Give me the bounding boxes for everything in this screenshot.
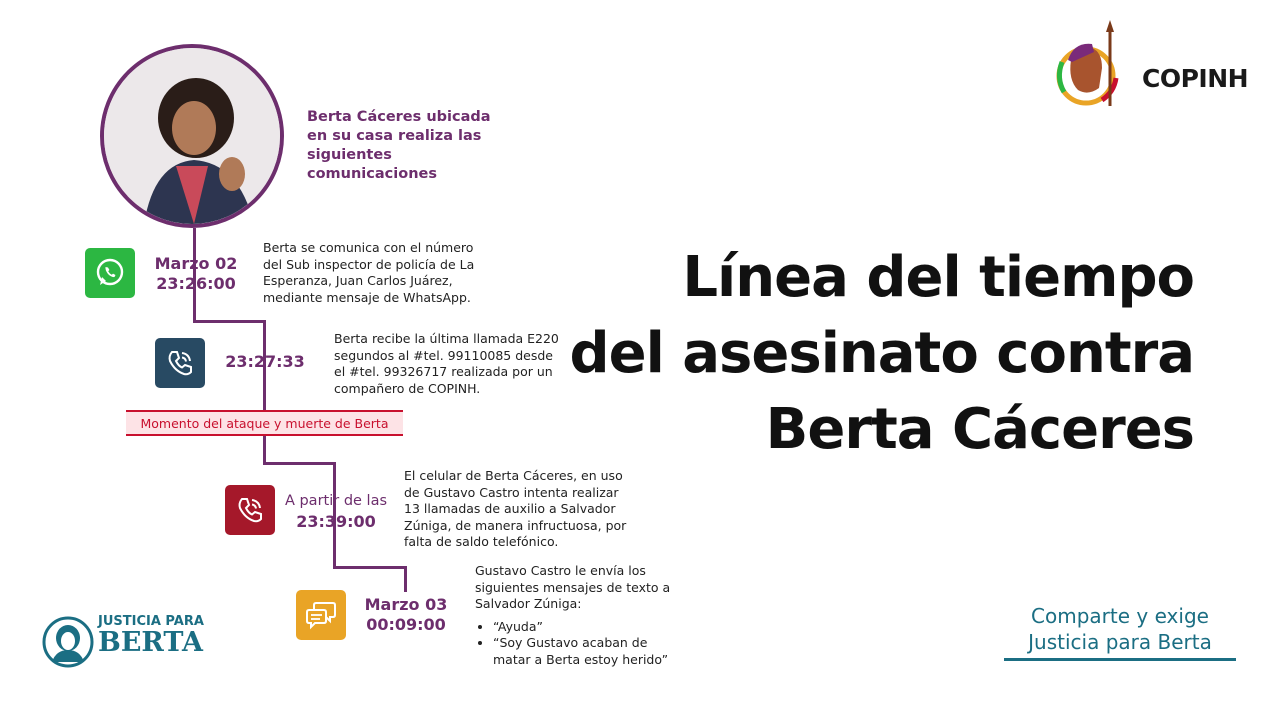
title-line: Línea del tiempo (682, 245, 1194, 310)
timeline-connector (263, 436, 266, 464)
message-list (475, 619, 675, 669)
event-1-time: 23:26:00 (156, 274, 236, 293)
event-4-date: Marzo 03 (364, 595, 448, 614)
event-3-prefix: A partir de las (284, 493, 388, 509)
title-line: Berta Cáceres (765, 397, 1194, 462)
justicia-logo-emblem (42, 616, 94, 668)
intro-text: Berta Cáceres ubicada en su casa realiza las siguientes comunicaciones (307, 109, 491, 182)
justicia-logo-small-text: JUSTICIA PARA (98, 614, 204, 629)
event-2-time: 23:27:33 (225, 352, 305, 371)
title-line: del asesinato contra (569, 321, 1194, 386)
event-3-time: 23:39:00 (296, 512, 376, 531)
share-underline (1004, 658, 1236, 661)
whatsapp-icon (85, 248, 135, 298)
phone-icon (225, 485, 275, 535)
portrait-illustration (104, 48, 280, 224)
timeline-connector (404, 566, 407, 592)
copinh-logo-emblem (1044, 20, 1136, 112)
phone-icon (155, 338, 205, 388)
event-4-text: Gustavo Castro le envía los siguientes mensajes de texto a Salvador Zúniga: (475, 563, 671, 611)
timeline-connector (263, 462, 336, 465)
chat-bubbles-icon (296, 590, 346, 640)
page-title (570, 240, 1195, 468)
berta-portrait (100, 44, 284, 228)
attack-banner: Momento del ataque y muerte de Berta (126, 410, 403, 436)
share-line: Justicia para Berta (1028, 630, 1212, 654)
event-2-description: Berta recibe la última llamada E220 segundos al #tel. 99110085 desde el #tel. 99326717 realizada por un compañero de COPINH. (334, 331, 559, 396)
share-call-to-action (1004, 603, 1236, 655)
share-line: Comparte y exige (1031, 604, 1209, 628)
timeline-connector (333, 566, 407, 569)
copinh-logo-text: COPINH (1142, 64, 1249, 93)
justicia-logo-big-text: BERTA (98, 627, 203, 658)
event-4-description (475, 563, 675, 668)
event-1-description: Berta se comunica con el número del Sub inspector de policía de La Esperanza, Juan Carlos Juárez, mediante mensaje de WhatsApp. (263, 240, 475, 305)
timeline-connector (193, 320, 266, 323)
message-item: • “Ayuda” (493, 619, 675, 636)
event-3-description: El celular de Berta Cáceres, en uso de Gustavo Castro intenta realizar 13 llamadas de auxilio a Salvador Zúniga, de manera infructuosa, por falta de saldo telefónico. (404, 468, 627, 549)
message-item: • “Soy Gustavo acaban de matar a Berta estoy herido” (493, 635, 675, 668)
event-4-time: 00:09:00 (366, 615, 446, 634)
event-1-date: Marzo 02 (154, 254, 238, 273)
